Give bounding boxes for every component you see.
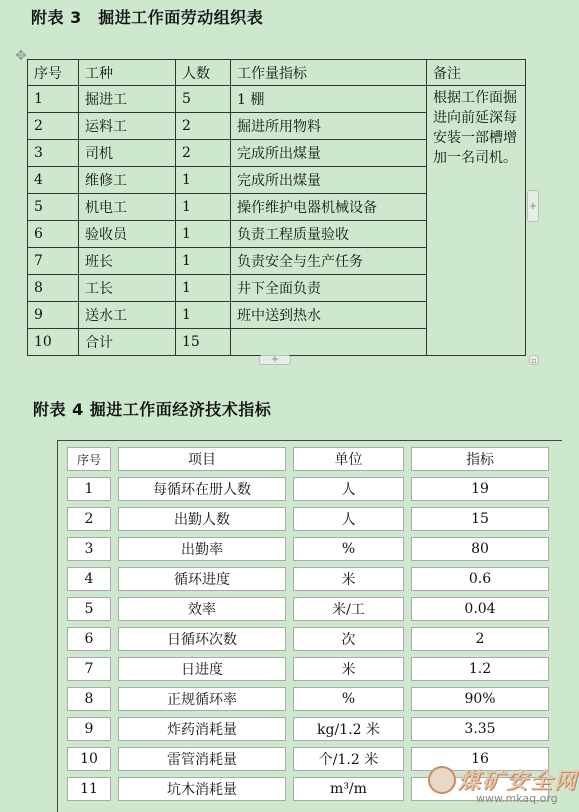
- economic-indicators-table-container: [57, 440, 562, 812]
- table4-cell: 出勤人数: [118, 507, 286, 531]
- table4-cell: 3.35: [411, 717, 549, 741]
- table3-cell: 班长: [79, 248, 176, 275]
- table3-cell: 工长: [79, 275, 176, 302]
- table3-cell: 10: [28, 329, 79, 356]
- table3-cell: 运料工: [79, 113, 176, 140]
- table4-cell: %: [293, 687, 404, 711]
- table3-cell: 7: [28, 248, 79, 275]
- table3-title: 附表 3 掘进工作面劳动组织表: [31, 8, 264, 27]
- table4-header-cell: 指标: [411, 447, 549, 471]
- table4-cell: 2: [411, 627, 549, 651]
- table4-header-row: [67, 447, 549, 471]
- table-move-handle-icon[interactable]: ✥: [15, 48, 27, 64]
- watermark-url: www.mkaq.org: [476, 792, 558, 805]
- table3-header-cell: 人数: [176, 60, 231, 86]
- table3-cell: 负责安全与生产任务: [231, 248, 427, 275]
- table4-cell: 0.04: [411, 597, 549, 621]
- table3-note-cell: 根据工作面掘进向前延深每安装一部槽增加一名司机。: [427, 86, 526, 356]
- table4-cell: 8: [67, 687, 111, 711]
- table4-cell: kg/1.2 米: [293, 717, 404, 741]
- table3-cell: 机电工: [79, 194, 176, 221]
- table4-cell: 日进度: [118, 657, 286, 681]
- table3-cell: 1: [28, 86, 79, 113]
- table3-cell: 2: [28, 113, 79, 140]
- table4-row: [67, 477, 549, 501]
- table4-cell: 人: [293, 507, 404, 531]
- table4-cell: 人: [293, 477, 404, 501]
- add-column-handle-icon[interactable]: +: [527, 190, 539, 222]
- table3-cell: 操作维护电器机械设备: [231, 194, 427, 221]
- table3-cell: 合计: [79, 329, 176, 356]
- table3-cell: 1: [176, 275, 231, 302]
- table4-cell: 11: [67, 777, 111, 801]
- table3-cell: 5: [28, 194, 79, 221]
- table3-header-cell: 序号: [28, 60, 79, 86]
- table4-cell: 5: [67, 597, 111, 621]
- table4-cell: 19: [411, 477, 549, 501]
- table3-header-row: [28, 60, 526, 86]
- watermark-logo-icon: [428, 766, 456, 794]
- table4-header-cell: 序号: [67, 447, 111, 471]
- table3-header-cell: 工种: [79, 60, 176, 86]
- table4-cell: 80: [411, 537, 549, 561]
- table4-cell: 日循环次数: [118, 627, 286, 651]
- table4-cell: 16: [411, 747, 549, 771]
- table4-cell: 1.2: [411, 657, 549, 681]
- table3-cell: 1: [176, 248, 231, 275]
- table3-cell: 5: [176, 86, 231, 113]
- economic-indicators-table: [60, 441, 556, 807]
- table4-cell: 4: [67, 567, 111, 591]
- table4-row: [67, 687, 549, 711]
- table4-cell: 效率: [118, 597, 286, 621]
- table4-row: [67, 717, 549, 741]
- table4-cell: 6: [67, 627, 111, 651]
- table3-cell: 负责工程质量验收: [231, 221, 427, 248]
- table3-cell: 验收员: [79, 221, 176, 248]
- table4-row: [67, 597, 549, 621]
- table3-cell: 1: [176, 167, 231, 194]
- table4-cell: 15: [411, 507, 549, 531]
- table4-cell: 循环进度: [118, 567, 286, 591]
- table4-row: [67, 567, 549, 591]
- table4-cell: 出勤率: [118, 537, 286, 561]
- table3-header-cell: 工作量指标: [231, 60, 427, 86]
- table-resize-handle-icon[interactable]: ▫: [529, 355, 539, 365]
- table4-row: [67, 657, 549, 681]
- table4-cell: 2: [67, 507, 111, 531]
- table4-cell: 个/1.2 米: [293, 747, 404, 771]
- table3-cell: 完成所出煤量: [231, 140, 427, 167]
- site-watermark: [428, 764, 578, 810]
- table3-header-cell: 备注: [427, 60, 526, 86]
- table3-cell: 井下全面负责: [231, 275, 427, 302]
- table4-cell: 米: [293, 657, 404, 681]
- labor-organization-table: [27, 59, 526, 356]
- table4-row: [67, 537, 549, 561]
- table4-cell: 次: [293, 627, 404, 651]
- table4-cell: 雷管消耗量: [118, 747, 286, 771]
- table3-cell: 8: [28, 275, 79, 302]
- table4-cell: 7: [67, 657, 111, 681]
- table3-cell: 6: [28, 221, 79, 248]
- table3-cell: 2: [176, 140, 231, 167]
- table4-cell: 9: [67, 717, 111, 741]
- table4-header-cell: 项目: [118, 447, 286, 471]
- table3-cell: 4: [28, 167, 79, 194]
- table3-cell: 掘进工: [79, 86, 176, 113]
- table3-cell: 司机: [79, 140, 176, 167]
- table4-cell: 90%: [411, 687, 549, 711]
- table3-cell: [231, 329, 427, 356]
- table4-cell: m³/m: [293, 777, 404, 801]
- table3-cell: 完成所出煤量: [231, 167, 427, 194]
- watermark-text: 煤矿安全网: [458, 768, 579, 794]
- table4-cell: 正规循环率: [118, 687, 286, 711]
- table4-row: [67, 507, 549, 531]
- table4-cell: 米/工: [293, 597, 404, 621]
- table4-cell: 炸药消耗量: [118, 717, 286, 741]
- table3-cell: 1: [176, 194, 231, 221]
- table3-cell: 1: [176, 302, 231, 329]
- table4-cell: %: [293, 537, 404, 561]
- table3-cell: 1: [176, 221, 231, 248]
- table3-cell: 班中送到热水: [231, 302, 427, 329]
- table4-cell: 每循环在册人数: [118, 477, 286, 501]
- table4-cell: 10: [67, 747, 111, 771]
- table4-header-cell: 单位: [293, 447, 404, 471]
- table3-cell: 9: [28, 302, 79, 329]
- table4-cell: 0.6: [411, 567, 549, 591]
- table3-cell: 1 棚: [231, 86, 427, 113]
- table3-cell: 15: [176, 329, 231, 356]
- table4-cell: 1: [67, 477, 111, 501]
- add-row-handle-icon[interactable]: +: [259, 355, 291, 365]
- table3-cell: 2: [176, 113, 231, 140]
- table3-row: [28, 86, 526, 113]
- table4-cell: 米: [293, 567, 404, 591]
- table3-cell: 掘进所用物料: [231, 113, 427, 140]
- table4-cell: 3: [67, 537, 111, 561]
- table3-cell: 送水工: [79, 302, 176, 329]
- table3-cell: 3: [28, 140, 79, 167]
- table3-cell: 维修工: [79, 167, 176, 194]
- table4-row: [67, 627, 549, 651]
- table4-title: 附表 4 掘进工作面经济技术指标: [33, 400, 272, 419]
- table4-cell: 坑木消耗量: [118, 777, 286, 801]
